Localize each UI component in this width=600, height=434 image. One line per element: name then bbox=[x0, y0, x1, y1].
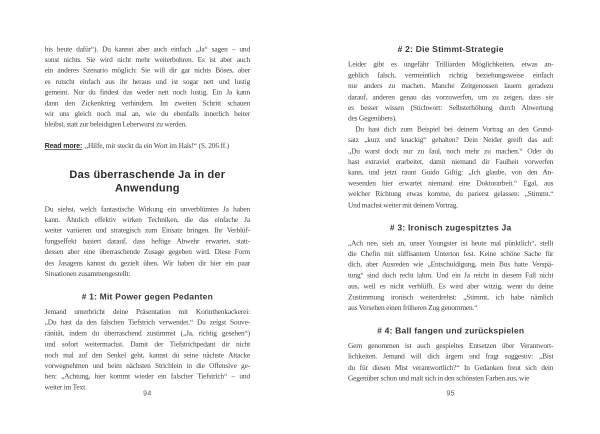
section-2-heading: # 2: Die Stimmt-Strategie bbox=[397, 44, 504, 55]
paragraph-continuation: bis heute dafür“). Du kannst aber auch einfach „Ja“ sagen – und sonst nichts. Sie wird nicht mehr weiterbohren. Es ist aber auch ein anderes Szenario möglich: Sie will dir gar nichts Böses, aber es rutscht einfach aus ihr heraus und ist sogar nett und lustig gemeint. Nur du findest das weder nett noch lustig. Ein Ja kann dann den Zickenkrieg verhindern. Im zweiten Schritt schauen wir uns gleich noch mal an, wie du ebenfalls innerlich heiter bleibst, statt zur beleidigten Leberwurst zu werden. bbox=[44, 45, 251, 129]
paragraph-intro: Du siehst, welch fantastische Wirkung ein unverblümtes Ja haben kann. Ähnlich effektiv wirken Techniken, die das einfache Ja weiter variieren und strategisch zum Einsatz bringen. Ihr Verblüf- fungseffekt basiert darauf, dass heftige Abwehr erwartet, statt- dessen aber eine überraschende Zusage gegeben wird. Diese Form des Jasagens kannst du gezielt üben. Wir haben dir hier ein paar Situationen zusammengestellt: bbox=[44, 205, 251, 278]
read-more-reference: „Hilfe, mir steckt da ein Wort im Hals!“ (S. 206 ff.) bbox=[84, 141, 230, 150]
section-4-heading: # 4: Ball fangen und zurückspielen bbox=[377, 325, 525, 336]
chapter-heading: Das überraschende Ja in der Anwendung bbox=[69, 168, 226, 194]
paragraph-section-2b: Du hast dich zum Beispiel bei deinem Vortrag an den Grund- satz „kurz und knackig“ gehalten? Dein Neider greift das auf: „Du warst doch nur zu faul, noch mehr zu machen.“ Oder du hast extraviel erarbeitet, damit niemand dir Faulheit vorwerfen kann, und jetzt raunt Guido Giftig: „Ich glaube, von den An- wesenden hier erwartet niemand eine Doktorarbeit.“ Egal, aus welcher Richtung etwas komme, du parierst gelassen: „Stimmt.“ Und machst weiter mit deinem Vortrag. bbox=[348, 125, 554, 210]
paragraph-section-4: Gern genommen ist auch gespieltes Entsetzen über Verantwort- lichkeiten. Jemand will dich ärgern und fragt suggestiv: „Bist du für diesen Mist verantwortlich?“ In Gedanken freut sich dein Gegenüber schon und malt sich in den schönsten Farben aus, wie bbox=[348, 342, 554, 383]
paragraph-section-3: „Ach nee, sieh an, unser Youngster ist heute mal pünktlich“, stellt die Chefin mit süffisantem Unterton fest. Keine schöne Sache für dich, aber Ausreden wie „Entschuldigung, mein Bus hatte Verspä- tung“ sind doch recht lahm. Und ein Ja reicht in diesem Fall nicht aus, weil es nicht verblüfft. Es wird aber witzig, wenn du deine Zustimmung ironisch weiterdrehst: „Stimmt, ich habe nämlich aus Versehen einen früheren Zug genommen.“ bbox=[348, 239, 554, 313]
paragraph-section-2a: Leider gibt es ungefähr Trilliarden Möglichkeiten, etwas an- geblich falsch, vermeintlich richtig beziehungsweise einfach nur anders zu machen. Manche Zeitgenossen lauern geradezu darauf, anderen genau das vorzuwerfen, um zu zeigen, dass sie es besser wissen (Stichwort: Selbsterhöhung durch Abwertung des Gegenübers). bbox=[348, 60, 554, 123]
read-more-link[interactable]: Read more: bbox=[44, 141, 83, 150]
page-number-left: 94 bbox=[143, 389, 152, 398]
page-right bbox=[348, 44, 553, 404]
section-3-heading: # 3: Ironisch zugespitztes Ja bbox=[389, 222, 512, 233]
read-more-note bbox=[45, 140, 250, 151]
page-number-right: 95 bbox=[446, 389, 455, 398]
page-left bbox=[45, 44, 250, 404]
section-1-heading: # 1: Mit Power gegen Pedanten bbox=[81, 291, 214, 302]
paragraph-section-1: Jemand unterbricht deine Präsentation mit Korinthenkackerei: „Du hast da den falschen Tiefstrich verwendet.“ Du zeigst Souve- ränität, indem du überraschend zustimmst („Ja, richtig gesehen“) und sofort weitermachst. Damit der Tiefstrichpedant dir nicht noch mal auf den Senkel geht, kannst du seine nächste Attacke vorwegnehmen und beim nächsten Strichlein in die Offensive ge- hen: „Achtung, hier kommt wieder ein falscher Tiefstrich“ – und weiter im Text. bbox=[44, 308, 251, 392]
